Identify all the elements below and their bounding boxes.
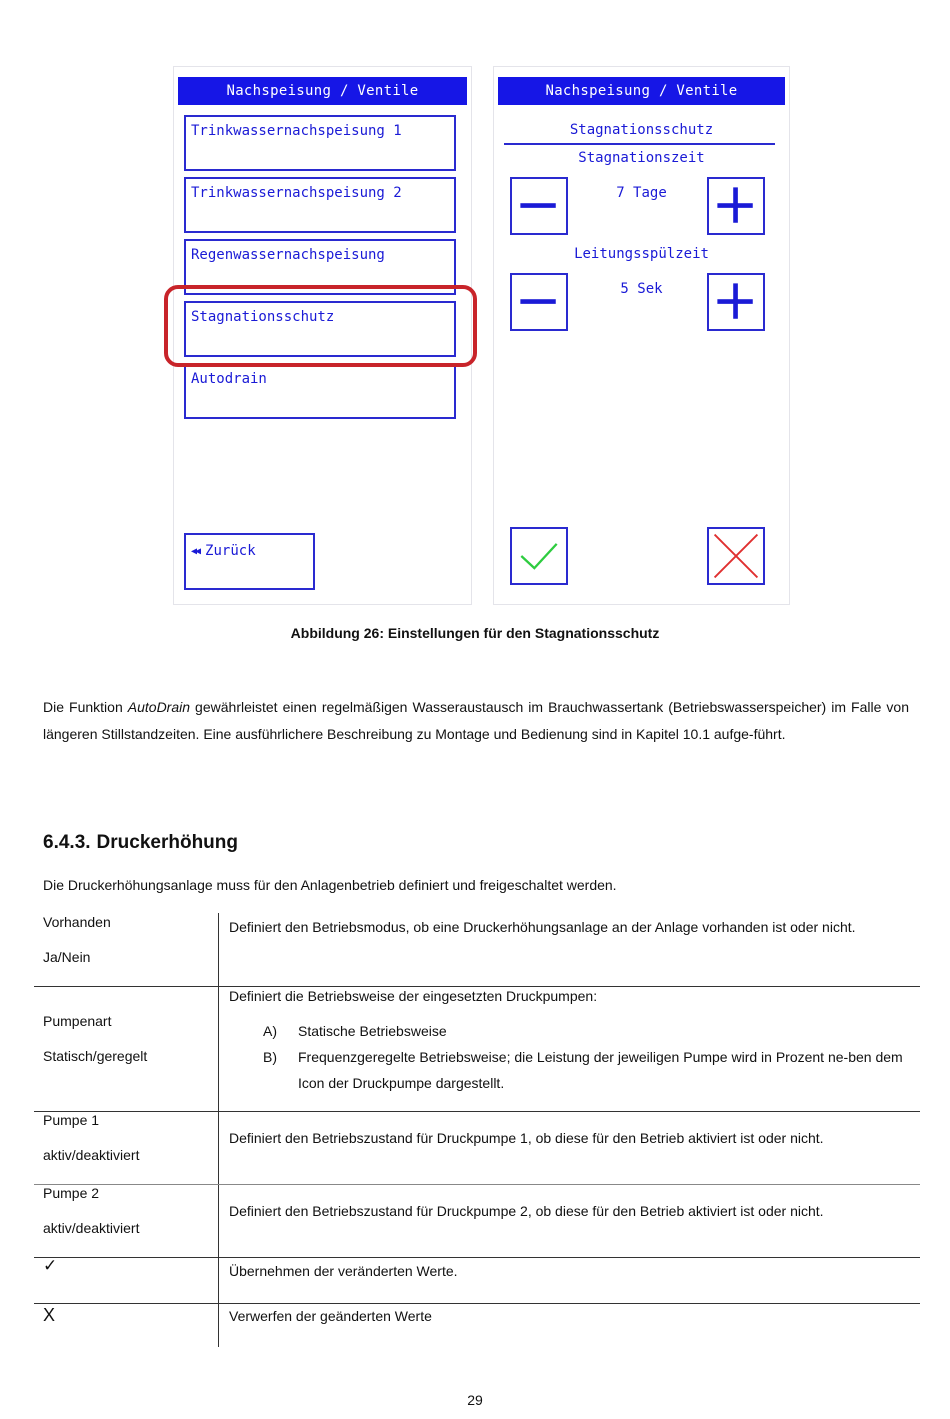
divider: [504, 143, 775, 145]
section-title: Druckerhöhung: [96, 832, 238, 853]
menu-item-label: Trinkwassernachspeisung 2: [191, 185, 402, 201]
table-column-divider: [218, 913, 219, 1347]
check-icon: [512, 529, 566, 583]
menu-item-label: Regenwassernachspeisung: [191, 247, 385, 263]
screen-header: Nachspeisung / Ventile: [498, 77, 785, 105]
menu-item-trinkwasser-1[interactable]: [184, 115, 456, 171]
stagnation-time-value: 7 Tage: [616, 185, 667, 201]
menu-item-label: Stagnationsschutz: [191, 309, 335, 325]
autodrain-paragraph: Die Funktion AutoDrain gewährleistet einen regelmäßigen Wasseraustausch im Brauchwassertank (Betriebswasserspeicher) im Falle von längeren Stillstandzeiten. Eine ausführlichere Beschreibung zu Montage und Bedienung sind in Kapitel 10.1 aufge-führt.: [43, 699, 909, 742]
table-divider: [34, 1184, 920, 1185]
autodrain-term: AutoDrain: [127, 699, 191, 715]
increase-flush-time-button[interactable]: [707, 273, 765, 331]
table-row-label: Pumpe 1 aktiv/deaktiviert: [43, 1112, 140, 1163]
list-item: A) Statische Betriebsweise: [263, 1023, 447, 1039]
section-intro: Die Druckerhöhungsanlage muss für den Anlagenbetrieb definiert und freigeschaltet werden.: [43, 877, 617, 893]
menu-item-label: Trinkwassernachspeisung 1: [191, 123, 402, 139]
increase-stagnation-time-button[interactable]: [707, 177, 765, 235]
section-number: 6.4.3.: [43, 832, 91, 853]
settings-subtitle: Stagnationsschutz: [569, 122, 714, 138]
plus-icon: [709, 275, 763, 329]
table-row-description: Definiert die Betriebsweise der eingesetzten Druckpumpen: A) Statische Betriebsweise B) Frequenzgeregelte Betriebsweise; die Leistung der jeweiligen Pumpe wird in Prozent ne-ben dem Icon der Druckpumpe dargestellt.: [229, 983, 905, 1096]
close-icon: [709, 529, 763, 583]
x-symbol: X: [43, 1305, 56, 1325]
screen-header: Nachspeisung / Ventile: [178, 77, 467, 105]
cancel-button[interactable]: [707, 527, 765, 585]
confirm-button[interactable]: [510, 527, 568, 585]
stagnation-time-label: Stagnationszeit: [578, 150, 705, 166]
plus-icon: [709, 179, 763, 233]
menu-item-autodrain[interactable]: [184, 363, 456, 419]
back-button-label: Zurück: [205, 543, 256, 559]
check-symbol: ✓: [43, 1256, 58, 1275]
menu-item-trinkwasser-2[interactable]: [184, 177, 456, 233]
figure-caption: Abbildung 26: Einstellungen für den Stagnationsschutz: [290, 625, 660, 641]
table-row-label: Pumpenart Statisch/geregelt: [43, 1013, 148, 1064]
table-row-description: Übernehmen der veränderten Werte.: [229, 1263, 458, 1279]
table-divider: [34, 1111, 920, 1112]
list-item: B) Frequenzgeregelte Betriebsweise; die Leistung der jeweiligen Pumpe wird in Prozent ne-ben dem Icon der Druckpumpe dargestellt.: [263, 1049, 903, 1091]
section-heading: [43, 832, 238, 854]
table-row-label: Vorhanden Ja/Nein: [43, 914, 111, 965]
table-row-description: Definiert den Betriebszustand für Druckpumpe 1, ob diese für den Betrieb aktiviert ist oder nicht.: [229, 1130, 824, 1146]
table-row-description: Verwerfen der geänderten Werte: [229, 1308, 432, 1324]
back-button[interactable]: [184, 533, 315, 590]
table-row-label: Pumpe 2 aktiv/deaktiviert: [43, 1185, 140, 1236]
menu-item-label: Autodrain: [191, 371, 267, 387]
flush-time-label: Leitungsspülzeit: [574, 246, 709, 262]
rewind-icon: ◀◀: [191, 546, 200, 557]
page-number: 29: [467, 1392, 483, 1408]
settings-screen: [493, 66, 790, 605]
table-row-description: Definiert den Betriebszustand für Druckpumpe 2, ob diese für den Betrieb aktiviert ist oder nicht.: [229, 1203, 824, 1219]
flush-time-value: 5 Sek: [620, 281, 663, 297]
table-row-description: Definiert den Betriebsmodus, ob eine Druckerhöhungsanlage an der Anlage vorhanden ist oder nicht.: [229, 919, 856, 935]
highlight-frame: [164, 285, 477, 367]
